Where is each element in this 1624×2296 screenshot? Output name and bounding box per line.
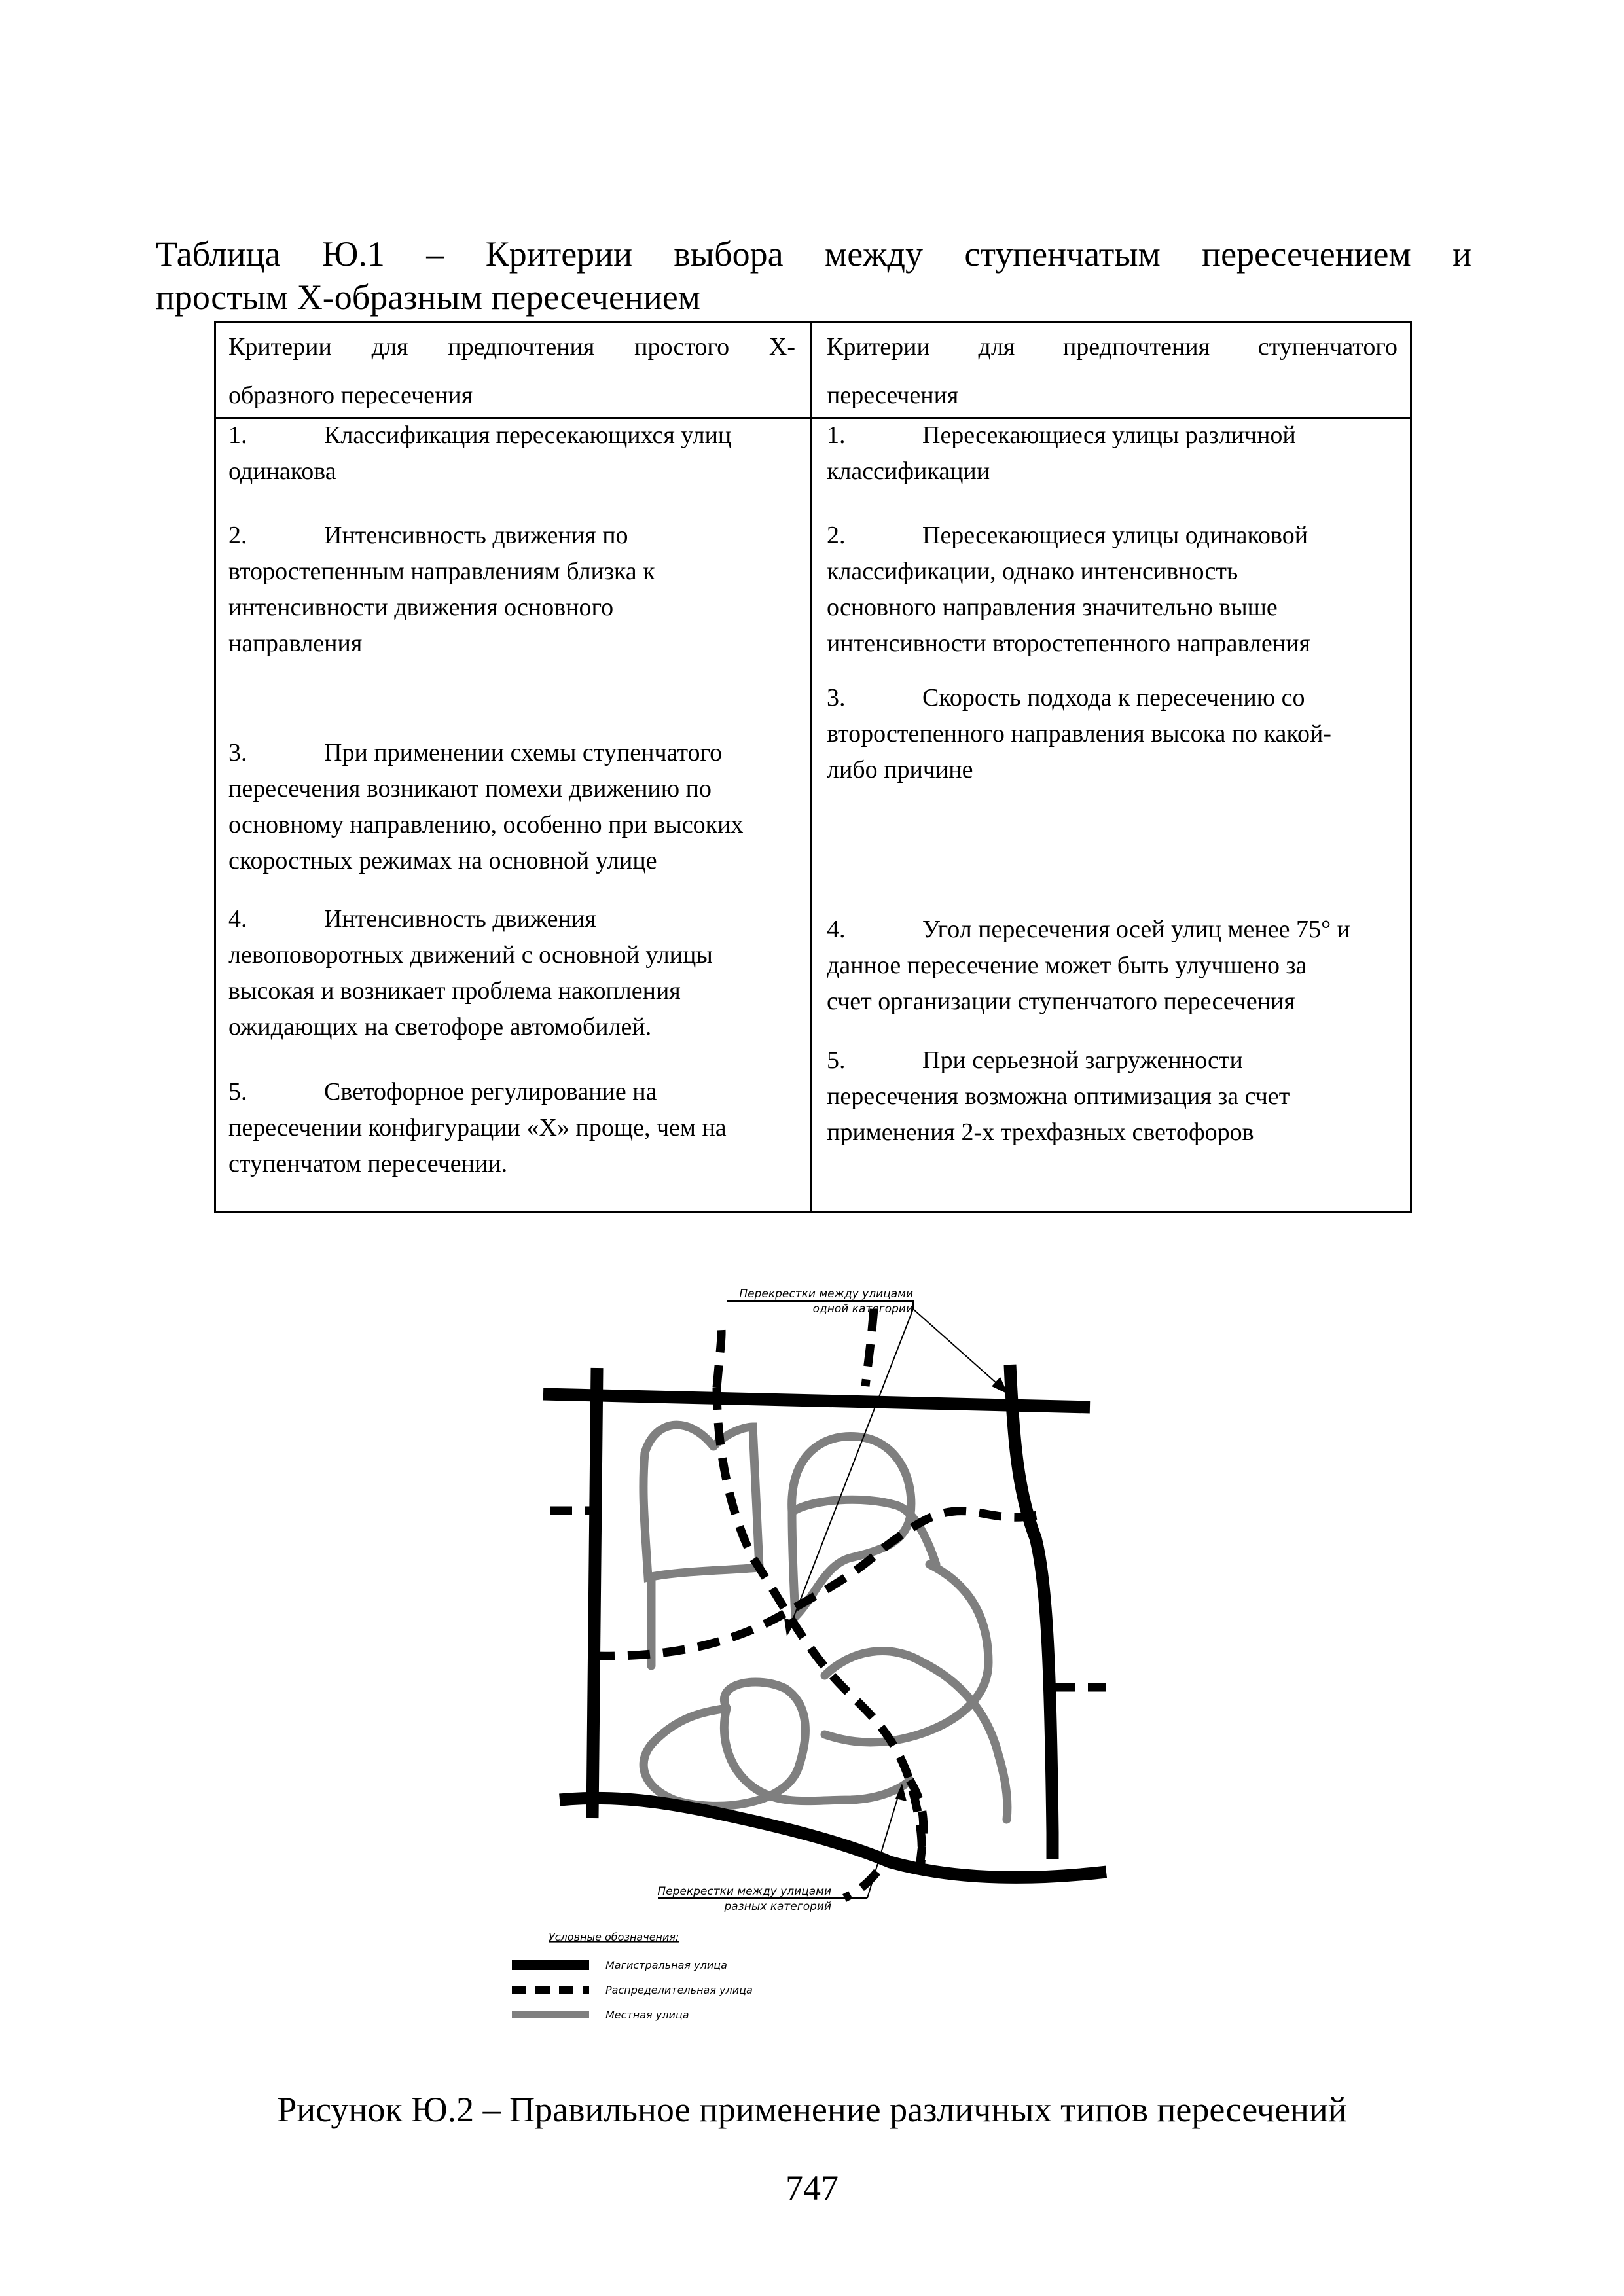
- item-number: 5.: [827, 1047, 846, 1074]
- item-number: 1.: [228, 422, 247, 449]
- local-street: [643, 1425, 759, 1577]
- item-text: Интенсивность движения по: [324, 522, 628, 549]
- item-text: При серьезной загруженности: [922, 1047, 1243, 1074]
- item-text: Интенсивность движения: [324, 905, 596, 933]
- item-text: скоростных режимах на основной улице: [228, 847, 657, 874]
- header-word: предпочтения: [1062, 333, 1210, 361]
- main-street: [1010, 1365, 1053, 1859]
- annotation-label-bottom-1: Перекрестки между улицами: [657, 1885, 831, 1898]
- caption-word: Таблица: [156, 234, 281, 274]
- item-text: основного направления значительно выше: [827, 594, 1278, 621]
- item-text: высокая и возникает проблема накопления: [228, 977, 681, 1005]
- item-text: счет организации ступенчатого пересечения: [827, 988, 1295, 1015]
- item-number: 3.: [827, 684, 846, 711]
- legend-label-local: Местная улица: [605, 2009, 689, 2021]
- main-street: [560, 1798, 1106, 1877]
- item-text: основному направлению, особенно при высоких: [228, 811, 744, 838]
- annotation-arrow: [789, 1309, 913, 1630]
- item-text: Пересекающиеся улицы различной: [922, 422, 1296, 449]
- item-number: 2.: [827, 522, 846, 549]
- local-street: [724, 1708, 910, 1801]
- figure-caption: Рисунок Ю.2 – Правильное применение различных типов пересечений: [277, 2090, 1347, 2129]
- header-word: Критерии: [827, 333, 930, 361]
- caption-word: и: [1453, 234, 1471, 274]
- header-word: Х-: [768, 333, 795, 361]
- caption-word: ступенчатым: [964, 234, 1161, 274]
- item-text: второстепенным направлениям близка к: [228, 558, 655, 585]
- item-number: 4.: [228, 905, 247, 933]
- annotation-label-bottom-2: разных категорий: [724, 1900, 831, 1913]
- item-text: Угол пересечения осей улиц менее 75° и: [922, 916, 1351, 943]
- caption-word: Ю.1: [321, 234, 385, 274]
- item-text: применения 2-х трехфазных светофоров: [827, 1119, 1254, 1146]
- caption-word: –: [426, 234, 444, 274]
- table-caption-line2: простым Х-образным пересечением: [156, 278, 700, 317]
- header-word: для: [371, 333, 408, 361]
- item-text: классификации, однако интенсивность: [827, 558, 1238, 585]
- item-text: Скорость подхода к пересечению со: [922, 684, 1305, 711]
- header-word: ступенчатого: [1257, 333, 1398, 361]
- item-text: При применении схемы ступенчатого: [324, 739, 723, 766]
- item-text: данное пересечение может быть улучшено за: [827, 952, 1307, 979]
- header-line2: пересечения: [827, 382, 959, 409]
- annotation-arrow: [867, 1790, 900, 1898]
- caption-word: между: [825, 234, 923, 274]
- header-word: предпочтения: [448, 333, 595, 361]
- caption-word: выбора: [674, 234, 784, 274]
- item-number: 4.: [827, 916, 846, 943]
- local-street: [792, 1436, 911, 1617]
- item-text: второстепенного направления высока по какой-: [827, 720, 1331, 747]
- legend-title: Условные обозначения:: [549, 1931, 679, 1943]
- item-number: 1.: [827, 422, 846, 449]
- header-word: простого: [634, 333, 730, 361]
- annotation-label-top-2: одной категории: [812, 1302, 913, 1316]
- item-text: пересечения возникают помехи движению по: [228, 775, 712, 802]
- item-text: левоповоротных движений с основной улицы: [228, 941, 713, 969]
- item-text: одинакова: [228, 457, 336, 485]
- distributor-street: [865, 1309, 874, 1386]
- item-text: пересечения возможна оптимизация за счет: [827, 1083, 1290, 1110]
- item-text: классификации: [827, 457, 990, 485]
- item-text: ступенчатом пересечении.: [228, 1150, 508, 1177]
- item-text: интенсивности движения основного: [228, 594, 614, 621]
- header-line2: образного пересечения: [228, 382, 473, 409]
- item-text: направления: [228, 630, 363, 657]
- annotation-label-top-1: Перекрестки между улицами: [739, 1287, 913, 1300]
- item-number: 5.: [228, 1078, 247, 1105]
- legend-label-main: Магистральная улица: [605, 1959, 727, 1971]
- distributor-street: [844, 1872, 877, 1898]
- item-text: либо причине: [827, 756, 973, 783]
- local-streets: [643, 1425, 1007, 1820]
- caption-word: Критерии: [485, 234, 632, 274]
- item-text: ожидающих на светофоре автомобилей.: [228, 1013, 652, 1041]
- page-number: 747: [785, 2168, 839, 2208]
- annotation-arrow: [913, 1309, 1001, 1388]
- header-word: Критерии: [228, 333, 332, 361]
- item-number: 3.: [228, 739, 247, 766]
- item-number: 2.: [228, 522, 247, 549]
- item-text: пересечении конфигурации «Х» проще, чем на: [228, 1114, 727, 1141]
- legend-label-distributor: Распределительная улица: [605, 1984, 753, 1996]
- header-word: для: [978, 333, 1015, 361]
- main-street: [592, 1368, 597, 1818]
- item-text: интенсивности второстепенного направления: [827, 630, 1310, 657]
- distributor-street: [717, 1322, 721, 1388]
- item-text: Светофорное регулирование на: [324, 1078, 657, 1105]
- item-text: Классификация пересекающихся улиц: [324, 422, 732, 449]
- item-text: Пересекающиеся улицы одинаковой: [922, 522, 1308, 549]
- caption-word: пересечением: [1202, 234, 1411, 274]
